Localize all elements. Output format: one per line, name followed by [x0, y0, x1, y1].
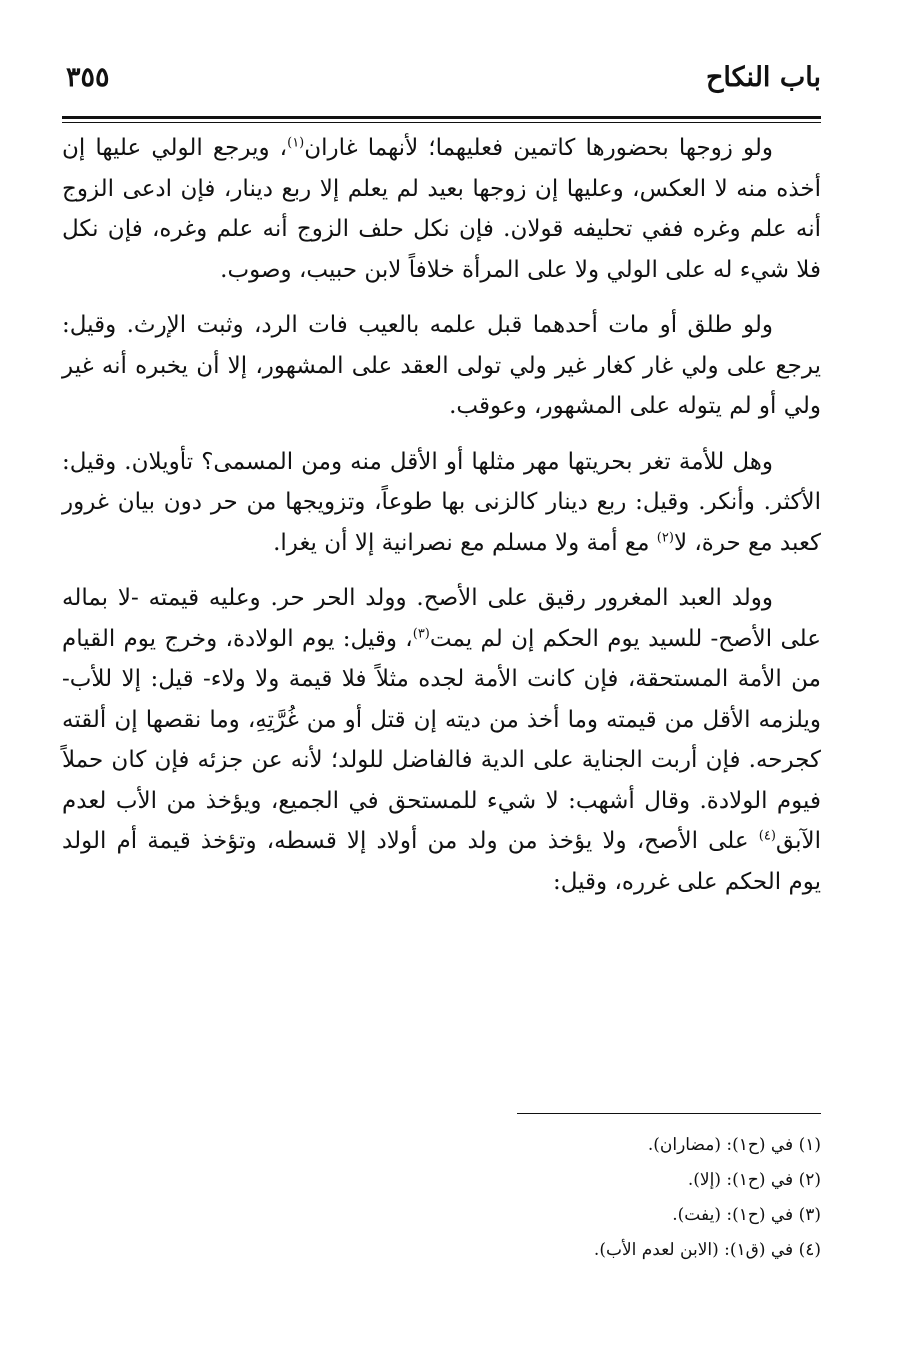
paragraph-3 [62, 442, 821, 564]
main-text [62, 128, 821, 917]
paragraph-1 [62, 128, 821, 290]
header-rule-thin [62, 122, 821, 123]
page-number: ٣٥٥ [66, 62, 110, 93]
paragraph-4 [62, 578, 821, 902]
footnote-ref-1: (١) [287, 135, 305, 151]
footnote-ref-2: (٢) [656, 529, 674, 545]
paragraph-3-text-a: وهل للأمة تغر بحريتها مهر مثلها أو الأقل منه ومن المسمى؟ تأويلان. وقيل: الأكثر. وأنكر. وقيل: ربع دينار كالزنى بها طوعاً، وتزويجها من حر دون بيان غرور كعبد مع حرة، لا [62, 448, 822, 556]
footnote-3: (٣) في (ح١): (يفت). [672, 1205, 821, 1225]
footnote-2: (٢) في (ح١): (إلا). [687, 1170, 821, 1190]
footnote-separator [517, 1113, 821, 1114]
chapter-title: باب النكاح [705, 62, 821, 93]
paragraph-1-text-b: ، ويرجع الولي عليها إن أخذه منه لا العكس، وعليها إن زوجها بعيد لم يعلم إلا ربع دينار، فإن ادعى الزوج أنه علم وغره ففي تحليفه قولان. فإن نكل حلف الزوج أنه علم وغره، فإن نكل فلا شيء له على الولي ولا على المرأة خلافاً لابن حبيب، وصوب. [62, 135, 821, 283]
header-rule-thick [62, 116, 821, 119]
footnote-ref-4: (٤) [758, 828, 776, 844]
paragraph-4-text-c: على الأصح، ولا يؤخذ من ولد من أولاد إلا قسطه، وتؤخذ قيمة أم الولد يوم الحكم على غرره، وقيل: [62, 828, 821, 895]
footnote-4: (٤) في (ق١): (الابن لعدم الأب). [593, 1240, 821, 1260]
footnote-1: (١) في (ح١): (مضاران). [647, 1135, 821, 1155]
paragraph-1-text-a: ولو زوجها بحضورها كاتمين فعليهما؛ لأنهما غاران [304, 135, 774, 161]
footnote-ref-3: (٣) [412, 625, 430, 641]
paragraph-4-text-a: وولد العبد المغرور رقيق على الأصح. وولد الحر حر. وعليه قيمته -لا بماله على الأصح- للسيد يوم الحكم إن لم يمت [62, 585, 821, 652]
footnotes [62, 1128, 821, 1268]
paragraph-2: ولو طلق أو مات أحدهما قبل علمه بالعيب فات الرد، وثبت الإرث. وقيل: يرجع على ولي غار كغار غير ولي تولى العقد على المشهور، إلا أن يخبره أنه غير ولي أو لم يتوله على المشهور، وعوقب. [62, 312, 821, 419]
paragraph-4-text-b: ، وقيل: يوم الولادة، وخرج يوم القيام من الأمة المستحقة، فإن كانت الأمة لجده مثلاً فلا قيمة ولا ولاء- قيل: إلا للأب- ويلزمه الأقل من قيمته وما أخذ من ديته إن قتل أو من غُرَّتِهِ، وما نقصها إن ألقته كجرحه. فإن أربت الجناية على الدية فالفاضل للولد؛ لأنه عن جزئه فإن كان حملاً فيوم الولادة. وقال أشهب: لا شيء للمستحق في الجميع، ويؤخذ من الأب لعدم الآبق [62, 625, 821, 854]
page-header [62, 58, 821, 108]
paragraph-3-text-b: مع أمة ولا مسلم مع نصرانية إلا أن يغرا. [273, 529, 657, 556]
